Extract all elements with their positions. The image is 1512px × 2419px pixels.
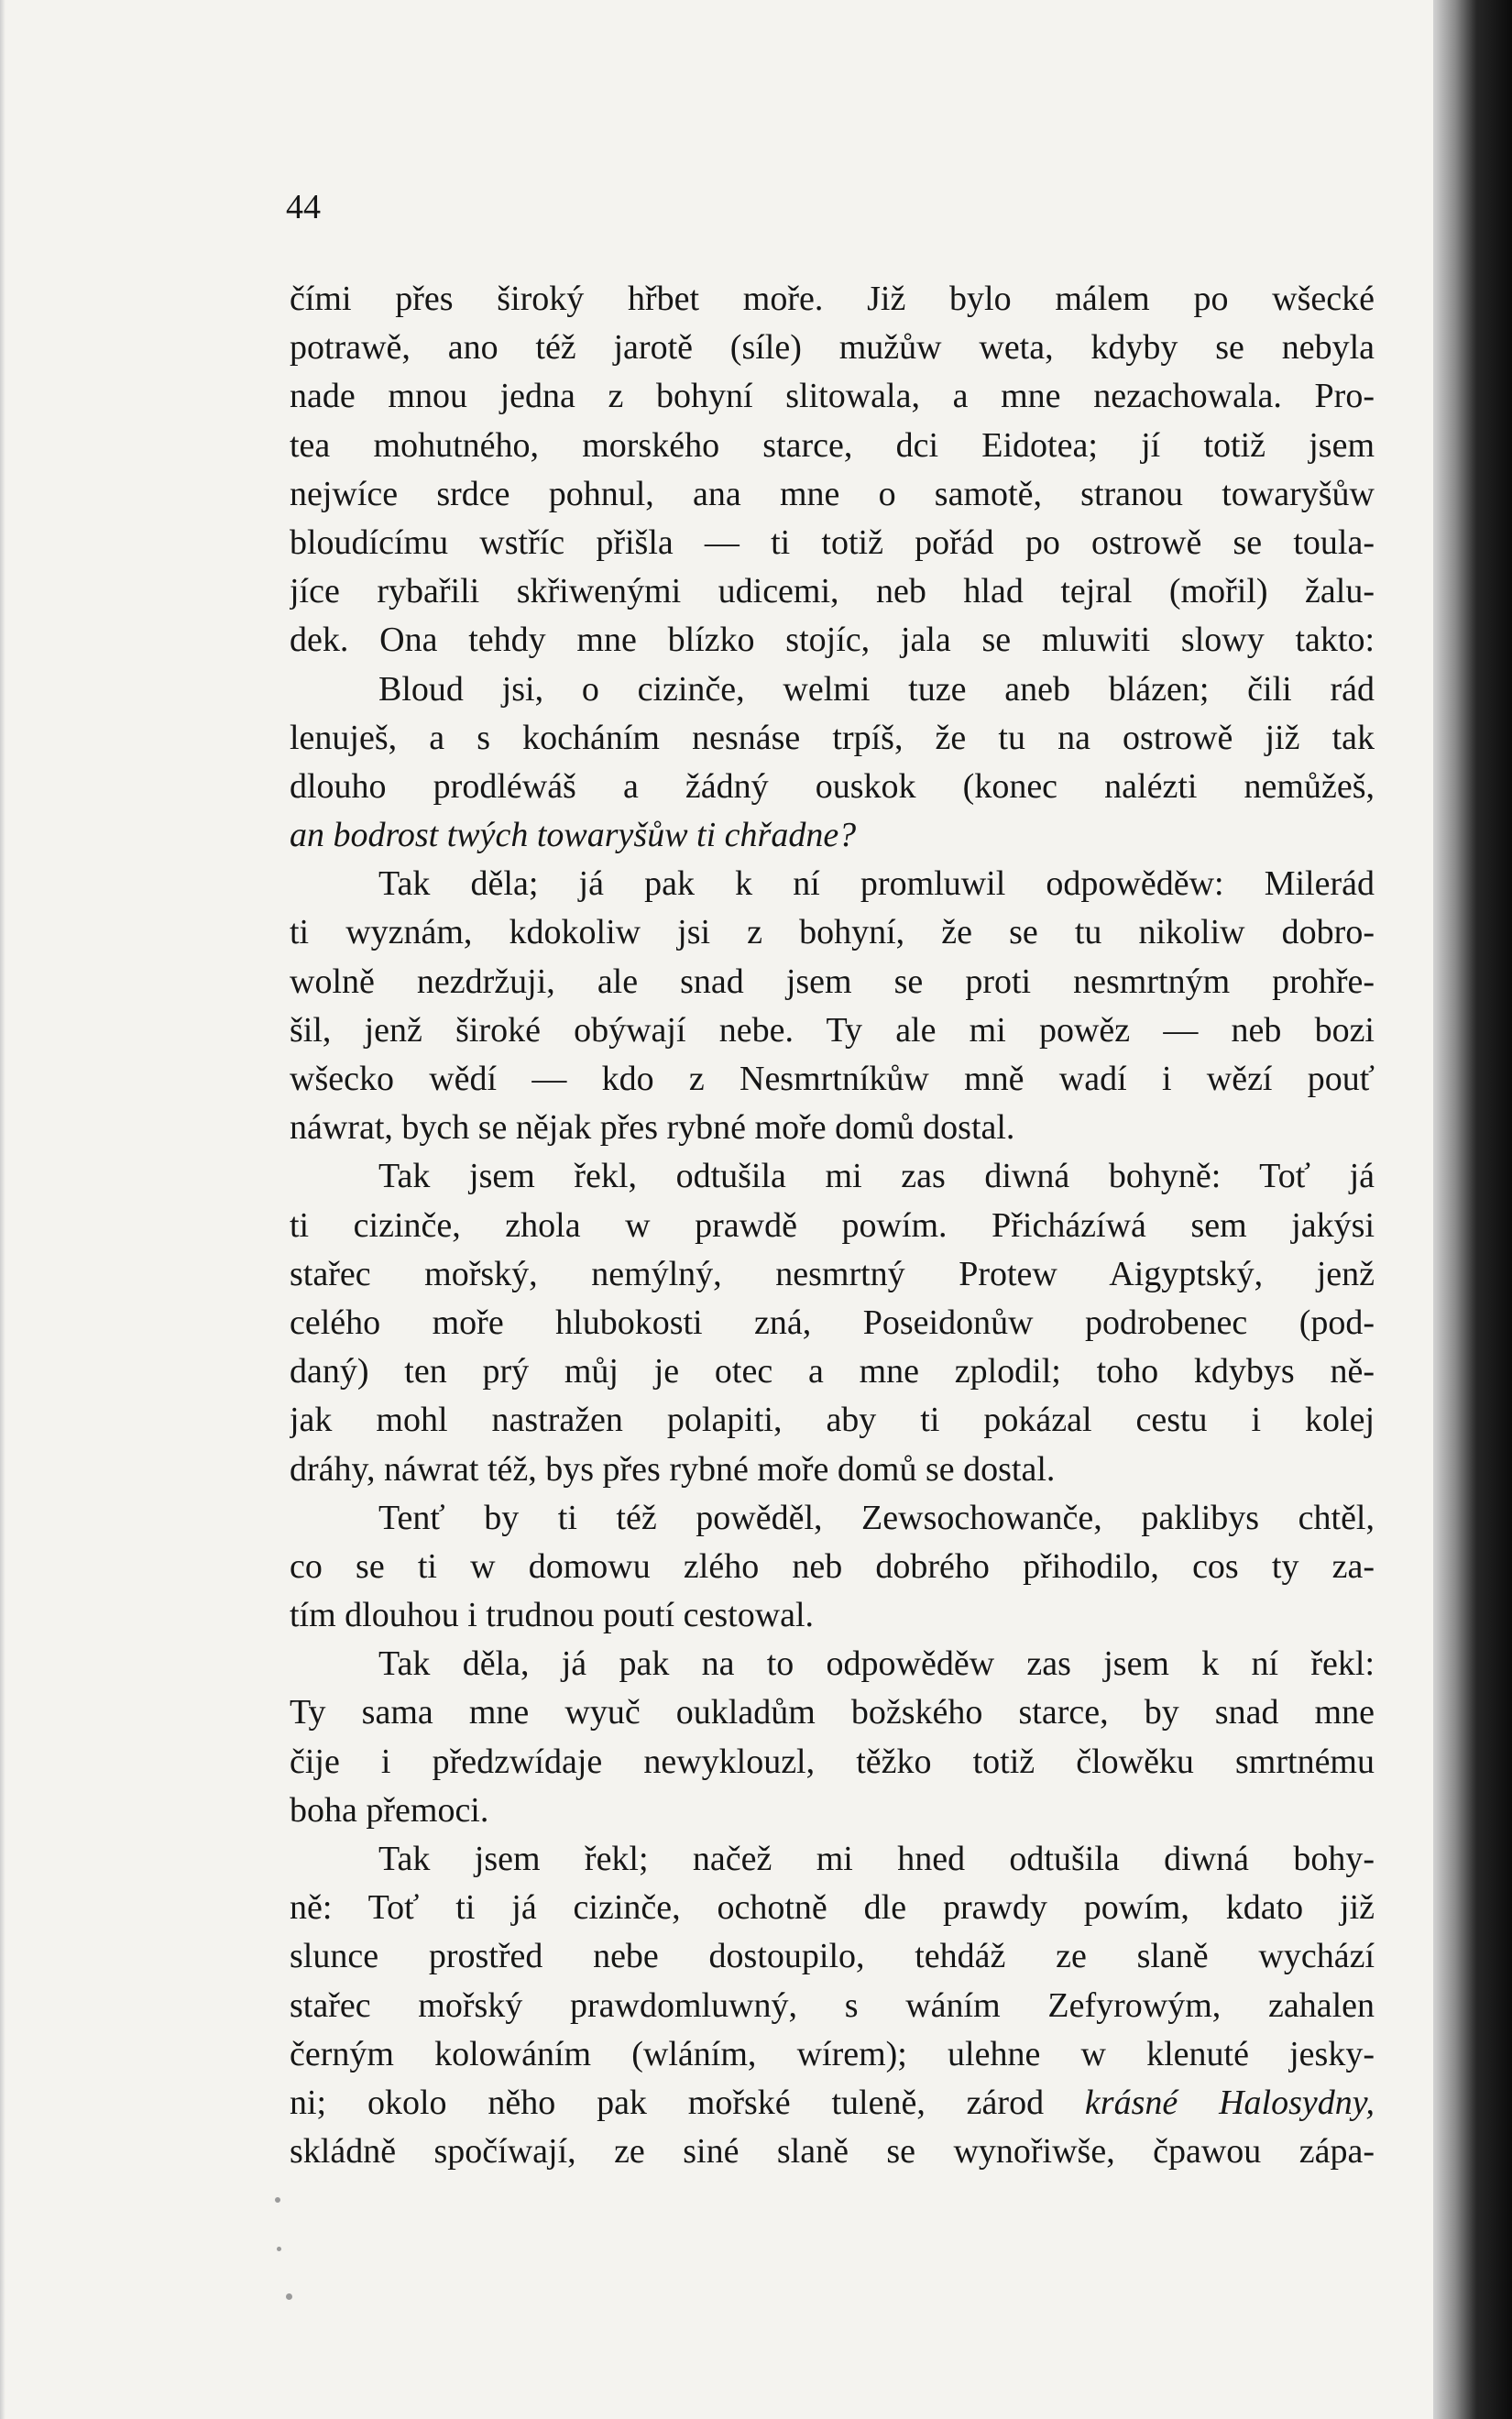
text-line [290, 860, 1375, 908]
text-line [290, 811, 1375, 860]
text-run: skládně spočíwají, ze siné slaně se wynořiwše, čpawou zápa- [290, 2132, 1375, 2172]
text-line [290, 275, 1375, 324]
text-run: slunce prostřed nebe dostoupilo, tehdáž ze slaně wychází [290, 1937, 1375, 1976]
page-left-shadow [0, 0, 5, 2419]
text-line [290, 1055, 1375, 1104]
italic-text-run: krásné Halosydny, [1084, 2083, 1375, 2122]
text-line [290, 1104, 1375, 1152]
text-run: boha přemoci. [290, 1790, 489, 1830]
text-run: potrawě, ano též jarotě (síle) mužůw weta, kdyby se nebyla [290, 328, 1375, 368]
text-line [290, 1738, 1375, 1787]
book-gutter-edge [1433, 0, 1512, 2419]
text-run: čími přes široký hřbet moře. Již bylo málem po wšecké [290, 280, 1375, 318]
text-line [290, 616, 1375, 665]
text-run: dlouho prodléwáš a žádný ouskok (konec nalézti nemůžeš, [290, 766, 1375, 806]
text-line [290, 1884, 1375, 1932]
text-line [290, 1446, 1375, 1494]
text-line [290, 2128, 1375, 2176]
text-run: Tak jsem řekl; načež mi hned odtušila diwná bohy- [378, 1840, 1375, 1878]
text-line [290, 567, 1375, 616]
text-line [290, 1494, 1375, 1543]
text-run: nade mnou jedna z bohyní slitowala, a mne nezachowala. Pro- [290, 377, 1375, 416]
text-run: Tak děla; já pak k ní promluwil odpowěděw: Milerád [378, 864, 1375, 904]
text-run: dek. Ona tehdy mne blízko stojíc, jala se mluwiti slowy takto: [290, 621, 1375, 660]
text-run: černým kolowáním (wláním, wírem); ulehne w klenuté jesky- [290, 2034, 1375, 2073]
text-line [290, 1787, 1375, 1835]
text-run: Tak jsem řekl, odtušila mi zas diwná bohyně: Toť já [378, 1157, 1375, 1196]
text-line [290, 714, 1375, 763]
text-run: lenuješ, a s kocháním nesnáse trpíš, že tu na ostrowě již tak [290, 718, 1375, 757]
text-run: co se ti w domowu zlého neb dobrého přihodilo, cos ty za- [290, 1546, 1375, 1586]
print-speck [286, 2293, 292, 2300]
text-line [290, 958, 1375, 1006]
text-run: Bloud jsi, o cizinče, welmi tuze aneb blázen; čili rád [378, 669, 1375, 709]
text-line [290, 1543, 1375, 1591]
text-run: ně: Toť ti já cizinče, ochotně dle prawdy powím, kdato již [290, 1888, 1375, 1928]
text-run: čije i předzwídaje newyklouzl, těžko totiž člowěku smrtnému [290, 1742, 1375, 1781]
text-line [290, 1152, 1375, 1201]
text-run: stařec mořský, nemýlný, nesmrtný Protew Aigyptský, jenž [290, 1254, 1375, 1293]
text-run: šil, jenž široké obýwají nebe. Ty ale mi powěz — neb bozi [290, 1010, 1375, 1050]
text-run: celého moře hlubokosti zná, Poseidonůw podrobenec (pod- [290, 1303, 1375, 1342]
text-run: stařec mořský prawdomluwný, s wáním Zefyrowým, zahalen [290, 1985, 1375, 2025]
text-run: náwrat, bych se nějak přes rybné moře domů dostal. [290, 1108, 1015, 1148]
text-line [290, 1640, 1375, 1688]
text-run: wšecko wědí — kdo z Nesmrtníkůw mně wadí i wězí pouť [290, 1060, 1375, 1098]
text-line [290, 470, 1375, 519]
text-run: ni; okolo něho pak mořské tuleně, zárod [290, 2083, 1085, 2122]
italic-text-run: an bodrost twých towaryšůw ti chřadne? [290, 816, 857, 855]
print-speck [277, 2247, 281, 2251]
text-run: ti wyznám, kdokoliw jsi z bohyní, že se tu nikoliw dobro- [290, 913, 1375, 952]
text-line [290, 1299, 1375, 1347]
text-run: jíce rybařili skřiwenými udicemi, neb hlad tejral (mořil) žalu- [290, 572, 1375, 611]
text-line [290, 422, 1375, 470]
text-run: tím dlouhou i trudnou poutí cestowal. [290, 1596, 815, 1635]
text-line [290, 1396, 1375, 1445]
text-line [290, 519, 1375, 567]
text-run: ti cizinče, zhola w prawdě powím. Přicházíwá sem jakýsi [290, 1205, 1375, 1245]
text-line [290, 372, 1375, 421]
text-run: Tak děla, já pak na to odpowěděw zas jsem k ní řekl: [378, 1644, 1375, 1684]
text-line [290, 1006, 1375, 1055]
text-line [290, 908, 1375, 957]
text-line [290, 665, 1375, 714]
text-run: Ty sama mne wyuč oukladům božského starce, by snad mne [290, 1693, 1375, 1732]
text-line [290, 2030, 1375, 2079]
text-run: jak mohl nastražen polapiti, aby ti pokázal cestu i kolej [290, 1401, 1375, 1440]
text-line [290, 1591, 1375, 1640]
text-line [290, 1932, 1375, 1981]
text-run: Tenť by ti též powěděl, Zewsochowanče, paklibys chtěl, [378, 1498, 1375, 1537]
text-line [290, 1347, 1375, 1396]
text-line [290, 2079, 1375, 2128]
text-line [290, 1202, 1375, 1250]
text-line [290, 1982, 1375, 2030]
text-run: dráhy, náwrat též, bys přes rybné moře domů se dostal. [290, 1449, 1056, 1489]
text-line [290, 324, 1375, 372]
text-line [290, 1688, 1375, 1737]
text-run: bloudícímu wstříc přišla — ti totiž pořád po ostrowě se toula- [290, 522, 1375, 562]
text-line [290, 763, 1375, 811]
text-run: daný) ten prý můj je otec a mne zplodil; toho kdybys ně- [290, 1352, 1375, 1391]
text-line [290, 1835, 1375, 1884]
page-number: 44 [286, 188, 321, 226]
text-line [290, 1250, 1375, 1299]
print-speck [275, 2197, 280, 2203]
body-text [290, 275, 1375, 2176]
text-run: tea mohutného, morského starce, dci Eidotea; jí totiž jsem [290, 425, 1375, 465]
text-run: nejwíce srdce pohnul, ana mne o samotě, stranou towaryšůw [290, 474, 1375, 513]
text-run: wolně nezdržuji, ale snad jsem se proti nesmrtným prohře- [290, 962, 1375, 1001]
